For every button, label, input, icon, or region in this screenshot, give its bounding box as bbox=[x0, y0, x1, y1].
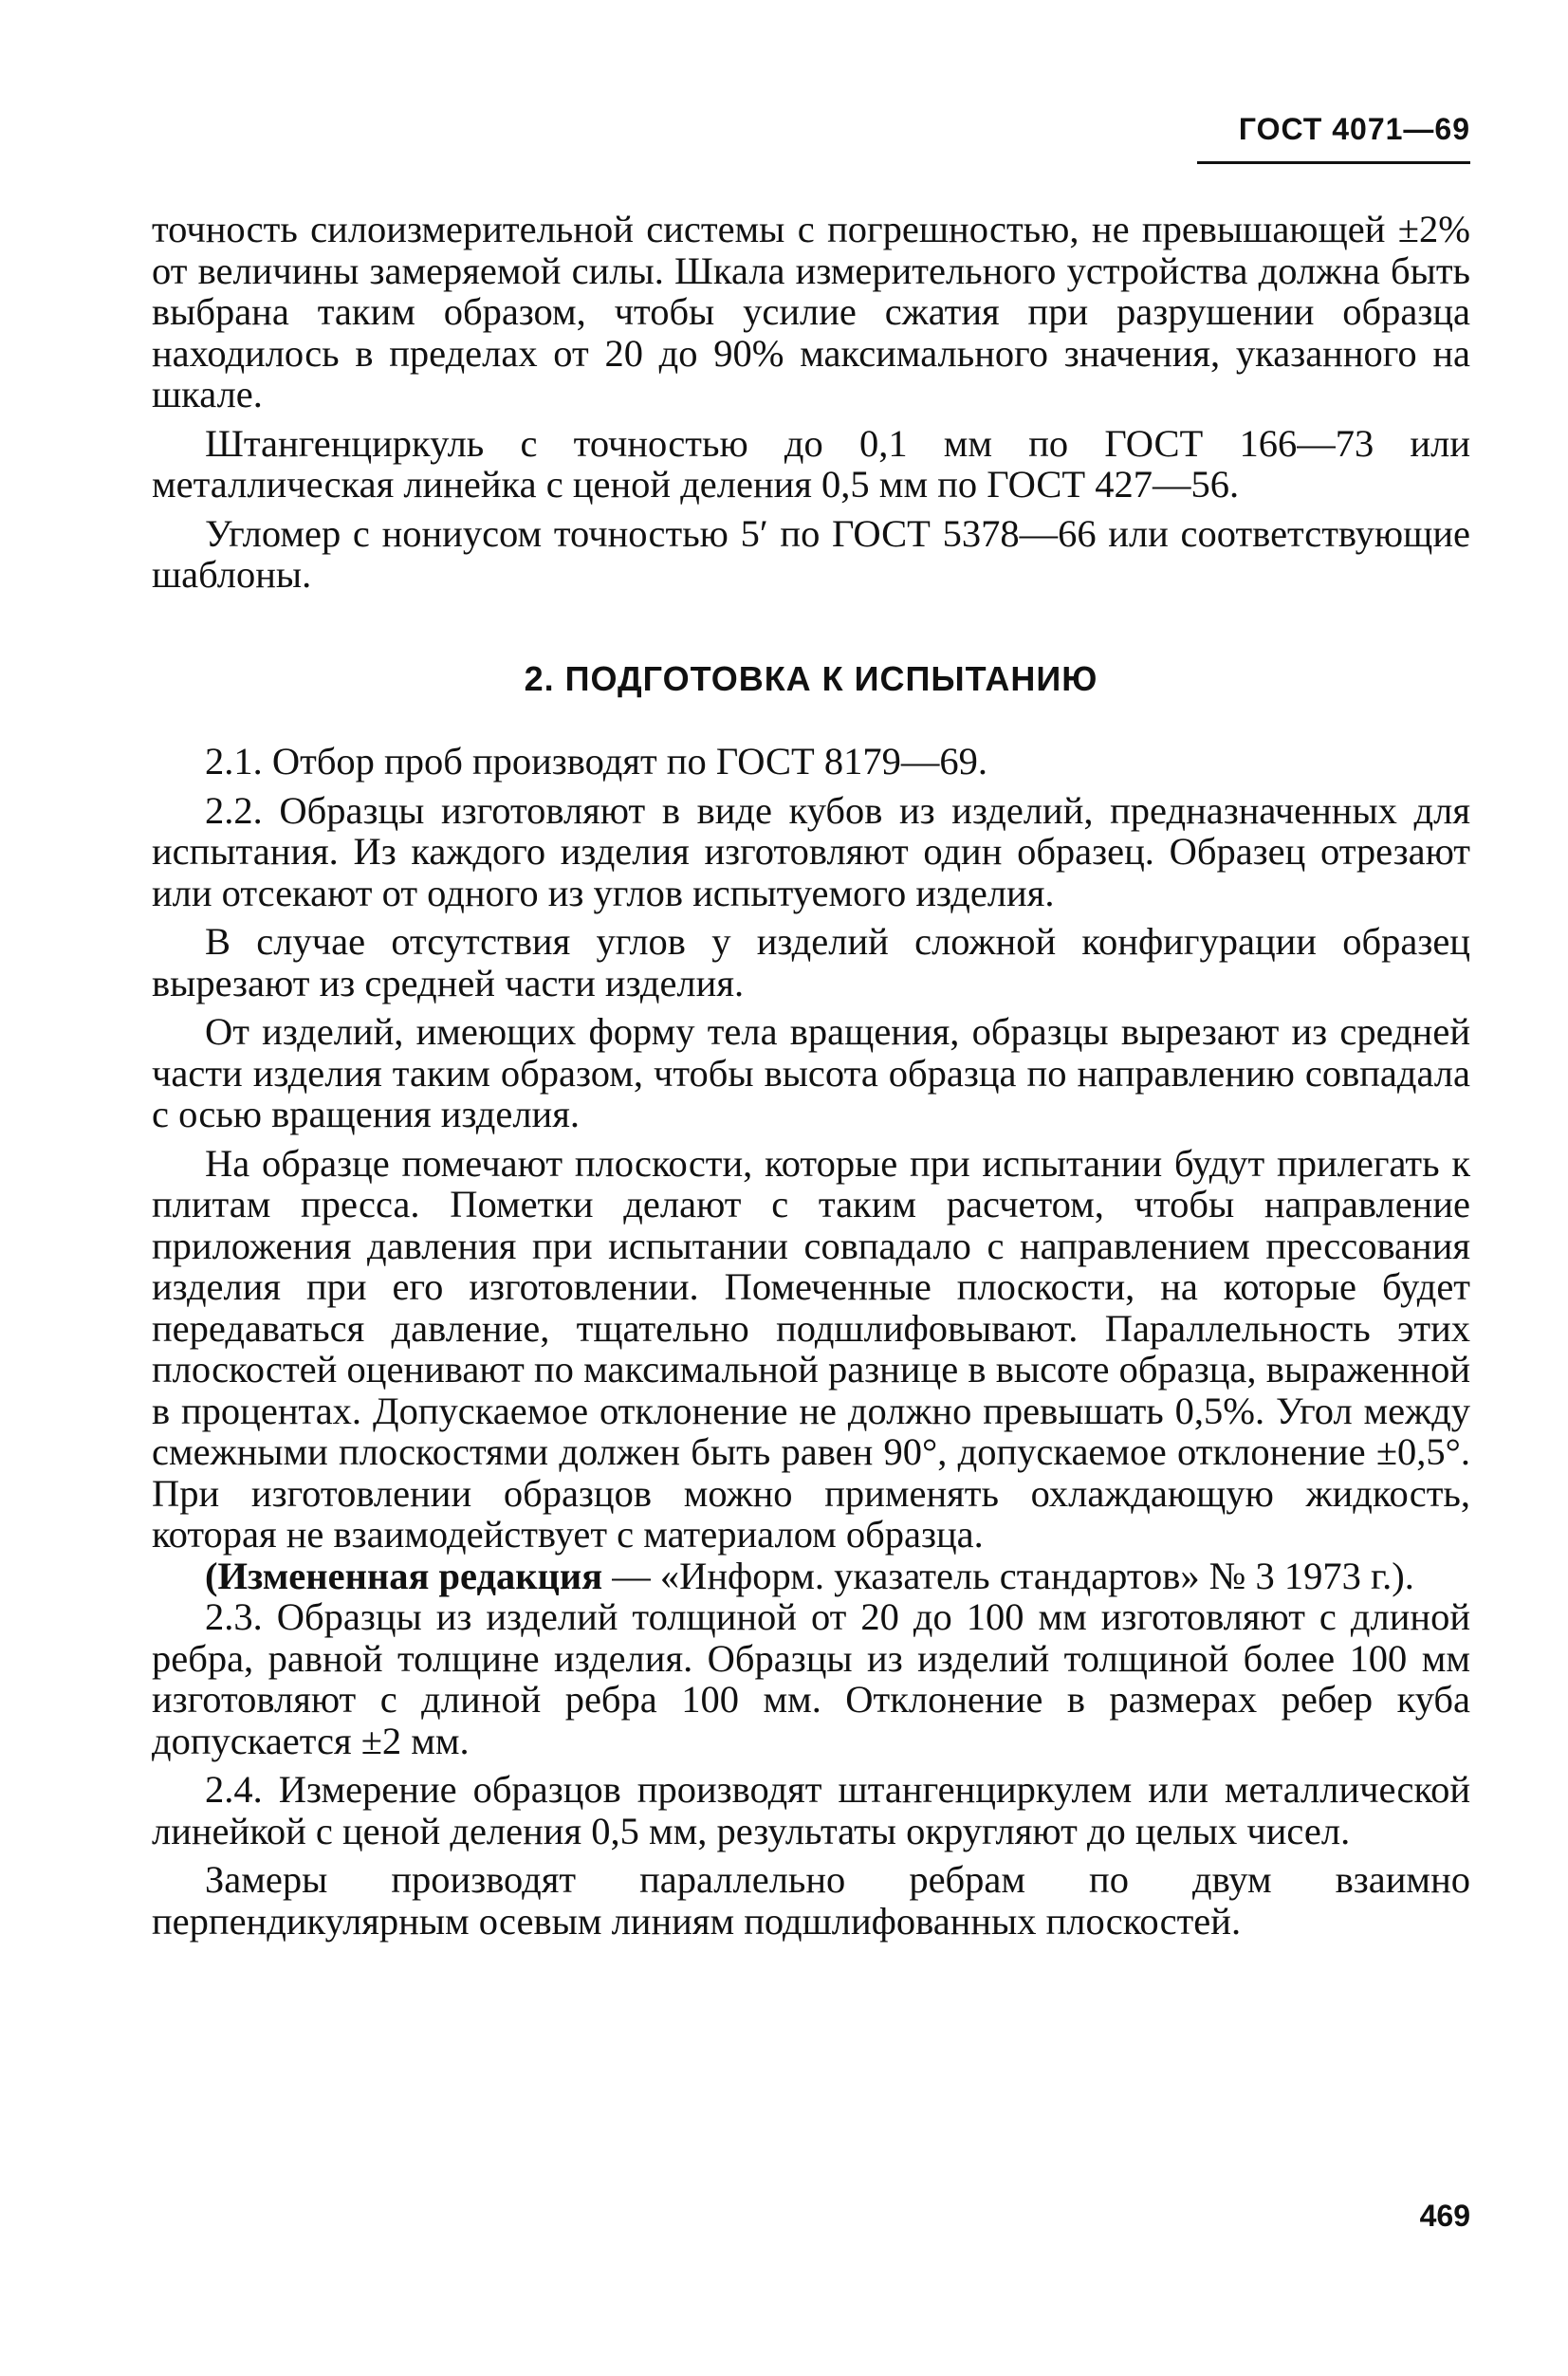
amendment-note-text: — «Информ. указатель стандартов» № 3 1973 г.). bbox=[602, 1554, 1414, 1597]
paragraph-2-4-measurements: Замеры производят параллельно ребрам по двум взаимно перпендикулярным осевым линиям подшлифованных плоскостей. bbox=[152, 1858, 1470, 1943]
amendment-note bbox=[152, 1556, 1470, 1597]
paragraph-2-1: 2.1. Отбор проб производят по ГОСТ 8179—69. bbox=[205, 740, 987, 783]
paragraph-2-3: 2.3. Образцы из изделий толщиной от 20 до 100 мм изготовляют с длиной ребра, равной толщине изделия. Образцы из изделий толщиной более 100 мм изготовляют с длиной ребра 100 мм. Отклонение в размерах ребер куба допускается ±2 мм. bbox=[152, 1595, 1470, 1762]
paragraph-caliper: Штангенциркуль с точностью до 0,1 мм по ГОСТ 166—73 или металлическая линейка с ценой деления 0,5 мм по ГОСТ 427—56. bbox=[152, 421, 1470, 506]
amendment-note-label: (Измененная редакция bbox=[205, 1554, 603, 1597]
page-number: 469 bbox=[1419, 2199, 1470, 2233]
paragraph-continuation: точность силоизмерительной системы с погрешностью, не превышающей ±2% от величины замеряемой силы. Шкала измерительного устройства должна быть выбрана таким образом, чтобы усилие сжатия при разрушении образца находилось в пределах от 20 до 90% максимального значения, указанного на шкале. bbox=[152, 208, 1470, 415]
header-rule bbox=[1197, 161, 1470, 164]
paragraph-2-2-rotation: От изделий, имеющих форму тела вращения, образцы вырезают из средней части изделия таким образом, чтобы высота образца по направлению совпадала с осью вращения изделия. bbox=[152, 1010, 1470, 1135]
paragraph-2-2-corners: В случае отсутствия углов у изделий сложной конфигурации образец вырезают из средней части изделия. bbox=[152, 920, 1470, 1004]
paragraph-2-4: 2.4. Измерение образцов производят штангенциркулем или металлической линейкой с ценой деления 0,5 мм, результаты округляют до целых чисел. bbox=[152, 1768, 1470, 1852]
paragraph-2-2: 2.2. Образцы изготовляют в виде кубов из изделий, предназначенных для испытания. Из каждого изделия изготовляют один образец. Образец отрезают или отсекают от одного из углов испытуемого изделия. bbox=[152, 788, 1470, 914]
standard-header: ГОСТ 4071—69 bbox=[1238, 112, 1470, 146]
body-text bbox=[152, 209, 1470, 1942]
section-heading: 2. ПОДГОТОВКА К ИСПЫТАНИЮ bbox=[524, 658, 1098, 698]
paragraph-2-2-marking: На образце помечают плоскости, которые при испытании будут прилегать к плитам пресса. Пометки делают с таким расчетом, чтобы направление приложения давления при испытании совпадало с направлением прессования изделия при его изготовлении. Помеченные плоскости, на которые будет передаваться давление, тщательно подшлифовывают. Параллельность этих плоскостей оценивают по максимальной разнице в высоте образца, выраженной в процентах. Допускаемое отклонение не должно превышать 0,5%. Угол между смежными плоскостями должен быть равен 90°, допускаемое отклонение ±0,5°. При изготовлении образцов можно применять охлаждающую жидкость, которая не взаимодействует с материалом образца. bbox=[152, 1141, 1470, 1556]
paragraph-protractor: Угломер с нониусом точностью 5′ по ГОСТ 5378—66 или соответствующие шаблоны. bbox=[152, 511, 1470, 596]
